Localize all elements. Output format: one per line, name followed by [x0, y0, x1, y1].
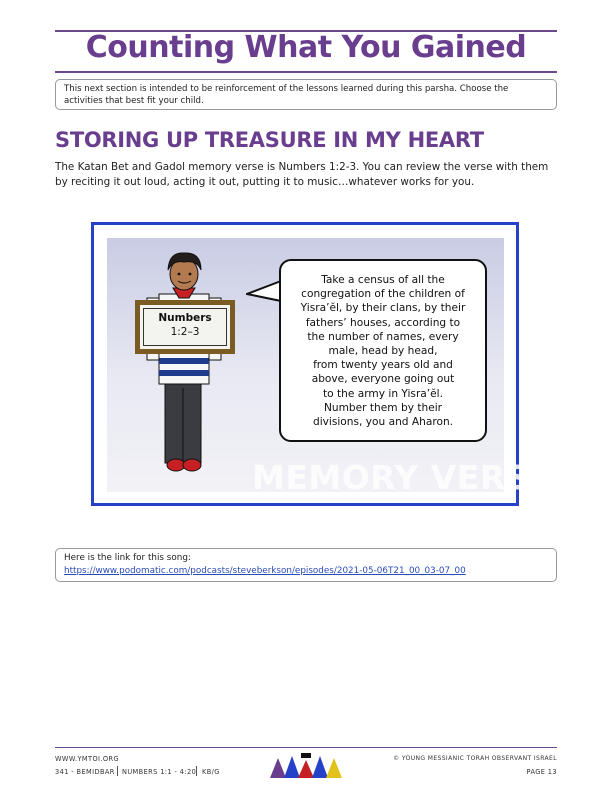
sign-reference: 1:2–3 [170, 326, 200, 338]
section-description: The Katan Bet and Gadol memory verse is Numbers 1:2-3. You can review the verse with them by reciting it out loud, acting it out, putting it to music…whatever works for you. [55, 161, 549, 188]
scripture-sign [135, 300, 235, 354]
intro-box: This next section is intended to be reinforcement of the lessons learned during this parsha. Choose the activities that best fit your child. [55, 79, 557, 110]
song-link-box [55, 548, 557, 582]
footer-rule [55, 747, 557, 748]
footer-copyright: © YOUNG MESSIANIC TORAH OBSERVANT ISRAEL [393, 755, 557, 762]
verse-line: fathers’ houses, according to [305, 316, 461, 329]
speech-bubble-tail [246, 279, 282, 305]
verse-line: Yisra’ĕl, by their clans, by their [300, 302, 466, 315]
verse-line: Number them by their [323, 401, 443, 414]
section-title: STORING UP TREASURE IN MY HEART [55, 128, 484, 152]
verse-line: to the army in Yisra’ĕl. [323, 387, 443, 400]
footer-website: WWW.YMTOI.ORG [55, 755, 119, 763]
verse-line: male, head by head, [328, 345, 438, 358]
footer-level: KB/G [202, 768, 220, 776]
ymtoi-logo-icon [268, 752, 348, 780]
verse-line: congregation of the children of [301, 288, 465, 301]
sign-book: Numbers [158, 312, 212, 324]
song-link-label: Here is the link for this song: [64, 553, 191, 563]
footer-code: 341 - BEMIDBAR [55, 768, 115, 776]
memory-verse-bubble [279, 259, 487, 442]
verse-line: from twenty years old and [313, 359, 453, 372]
verse-line: divisions, you and Aharon. [312, 416, 454, 429]
verse-line: above, everyone going out [311, 373, 455, 386]
memory-verse-watermark: MEMORY VERSE [252, 458, 554, 497]
page-title: Counting What You Gained [85, 30, 527, 65]
header-bottom-rule [55, 71, 557, 73]
verse-line: the number of names, every [307, 330, 459, 343]
footer-divider [117, 766, 118, 776]
footer-divider [196, 766, 197, 776]
verse-line: Take a census of all the [321, 274, 445, 286]
footer-book: NUMBERS 1:1 - 4:20 [122, 768, 197, 776]
footer-page-number: PAGE 13 [526, 768, 557, 776]
song-link[interactable]: https://www.podomatic.com/podcasts/steveberkson/episodes/2021-05-06T21_00_03-07_00 [64, 566, 466, 576]
